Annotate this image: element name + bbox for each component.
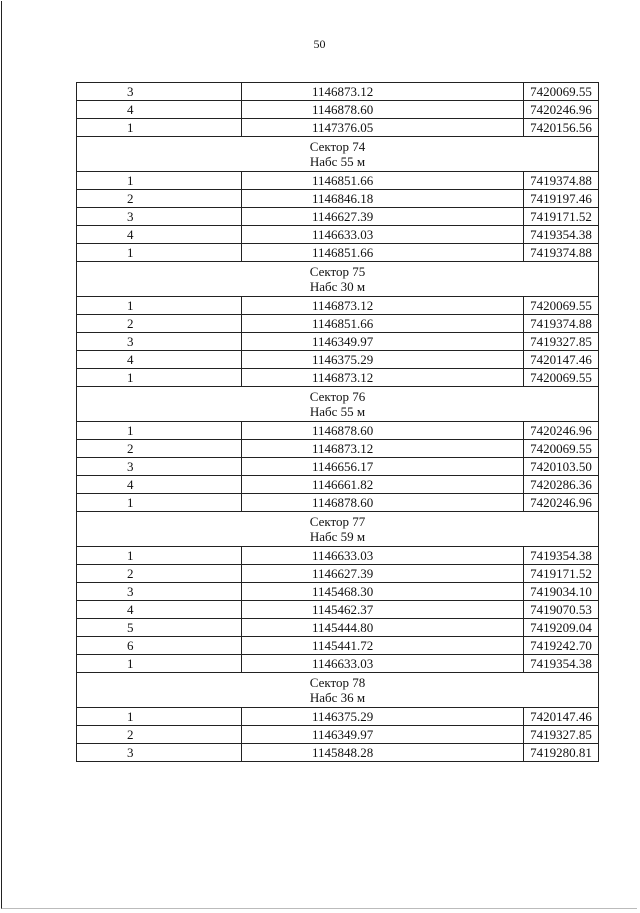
y-coordinate-cell: 7419209.04 [524, 619, 599, 637]
y-coordinate-cell: 7419374.88 [524, 244, 599, 262]
x-coordinate-cell: 1146878.60 [242, 494, 524, 512]
y-coordinate-cell: 7420147.46 [524, 708, 599, 726]
y-coordinate-cell: 7420069.55 [524, 440, 599, 458]
table-row [77, 297, 599, 315]
x-coordinate-cell: 1146851.66 [242, 315, 524, 333]
point-index-cell: 3 [77, 583, 242, 601]
x-coordinate-cell: 1146873.12 [242, 83, 524, 101]
table-row [77, 244, 599, 262]
coordinates-table [76, 82, 599, 762]
x-coordinate-cell: 1145444.80 [242, 619, 524, 637]
sector-title: Сектор 77 [309, 514, 366, 529]
x-coordinate-cell: 1145441.72 [242, 637, 524, 655]
sector-header-row [77, 137, 599, 172]
sector-header-cell [77, 262, 599, 297]
y-coordinate-cell: 7419374.88 [524, 315, 599, 333]
y-coordinate-cell: 7420069.55 [524, 83, 599, 101]
point-index-cell: 1 [77, 244, 242, 262]
point-index-cell: 1 [77, 708, 242, 726]
table-row [77, 119, 599, 137]
point-index-cell: 1 [77, 172, 242, 190]
sector-height: Набс 59 м [309, 529, 366, 544]
table-row [77, 619, 599, 637]
point-index-cell: 3 [77, 208, 242, 226]
table-row [77, 637, 599, 655]
y-coordinate-cell: 7419242.70 [524, 637, 599, 655]
point-index-cell: 4 [77, 101, 242, 119]
x-coordinate-cell: 1146851.66 [242, 244, 524, 262]
y-coordinate-cell: 7419280.81 [524, 744, 599, 762]
x-coordinate-cell: 1146375.29 [242, 351, 524, 369]
x-coordinate-cell: 1146349.97 [242, 726, 524, 744]
table-row [77, 708, 599, 726]
x-coordinate-cell: 1146656.17 [242, 458, 524, 476]
point-index-cell: 5 [77, 619, 242, 637]
y-coordinate-cell: 7420246.96 [524, 494, 599, 512]
document-page [1, 1, 637, 909]
point-index-cell: 2 [77, 726, 242, 744]
point-index-cell: 2 [77, 190, 242, 208]
table-row [77, 351, 599, 369]
point-index-cell: 2 [77, 315, 242, 333]
point-index-cell: 3 [77, 744, 242, 762]
point-index-cell: 4 [77, 601, 242, 619]
sector-height: Набс 30 м [309, 279, 366, 294]
y-coordinate-cell: 7419354.38 [524, 655, 599, 673]
point-index-cell: 1 [77, 297, 242, 315]
table-row [77, 83, 599, 101]
x-coordinate-cell: 1146873.12 [242, 369, 524, 387]
x-coordinate-cell: 1146633.03 [242, 655, 524, 673]
sector-height: Набс 55 м [309, 404, 366, 419]
point-index-cell: 1 [77, 494, 242, 512]
table-row [77, 655, 599, 673]
x-coordinate-cell: 1146633.03 [242, 547, 524, 565]
table-row [77, 315, 599, 333]
y-coordinate-cell: 7419171.52 [524, 565, 599, 583]
point-index-cell: 4 [77, 476, 242, 494]
x-coordinate-cell: 1146878.60 [242, 101, 524, 119]
sector-title: Сектор 74 [309, 139, 366, 154]
x-coordinate-cell: 1146846.18 [242, 190, 524, 208]
page-number: 50 [313, 37, 326, 51]
sector-header-cell [77, 137, 599, 172]
x-coordinate-cell: 1146633.03 [242, 226, 524, 244]
sector-height: Набс 55 м [309, 154, 366, 169]
sector-title: Сектор 75 [309, 264, 366, 279]
sector-header-row [77, 673, 599, 708]
point-index-cell: 4 [77, 351, 242, 369]
point-index-cell: 3 [77, 333, 242, 351]
point-index-cell: 3 [77, 458, 242, 476]
point-index-cell: 2 [77, 565, 242, 583]
y-coordinate-cell: 7420286.36 [524, 476, 599, 494]
table-row [77, 440, 599, 458]
y-coordinate-cell: 7419034.10 [524, 583, 599, 601]
x-coordinate-cell: 1145468.30 [242, 583, 524, 601]
sector-header-row [77, 512, 599, 547]
point-index-cell: 3 [77, 83, 242, 101]
y-coordinate-cell: 7420069.55 [524, 369, 599, 387]
table-row [77, 422, 599, 440]
x-coordinate-cell: 1146873.12 [242, 440, 524, 458]
sector-header-cell [77, 673, 599, 708]
x-coordinate-cell: 1146375.29 [242, 708, 524, 726]
table-row [77, 226, 599, 244]
sector-height: Набс 36 м [309, 690, 366, 705]
table-row [77, 458, 599, 476]
y-coordinate-cell: 7420246.96 [524, 101, 599, 119]
y-coordinate-cell: 7420069.55 [524, 297, 599, 315]
sector-header-row [77, 262, 599, 297]
sector-title: Сектор 78 [309, 675, 366, 690]
x-coordinate-cell: 1145462.37 [242, 601, 524, 619]
y-coordinate-cell: 7420246.96 [524, 422, 599, 440]
x-coordinate-cell: 1146349.97 [242, 333, 524, 351]
y-coordinate-cell: 7419327.85 [524, 333, 599, 351]
table-row [77, 333, 599, 351]
table-row [77, 208, 599, 226]
x-coordinate-cell: 1146627.39 [242, 208, 524, 226]
y-coordinate-cell: 7419354.38 [524, 226, 599, 244]
table-row [77, 494, 599, 512]
y-coordinate-cell: 7419070.53 [524, 601, 599, 619]
x-coordinate-cell: 1146851.66 [242, 172, 524, 190]
point-index-cell: 6 [77, 637, 242, 655]
sector-header-row [77, 387, 599, 422]
table-row [77, 190, 599, 208]
table-row [77, 726, 599, 744]
y-coordinate-cell: 7419197.46 [524, 190, 599, 208]
x-coordinate-cell: 1146661.82 [242, 476, 524, 494]
y-coordinate-cell: 7419374.88 [524, 172, 599, 190]
table-row [77, 601, 599, 619]
table-row [77, 744, 599, 762]
y-coordinate-cell: 7419327.85 [524, 726, 599, 744]
y-coordinate-cell: 7420147.46 [524, 351, 599, 369]
table-row [77, 583, 599, 601]
table-row [77, 547, 599, 565]
table-row [77, 101, 599, 119]
table-row [77, 172, 599, 190]
y-coordinate-cell: 7420156.56 [524, 119, 599, 137]
x-coordinate-cell: 1146878.60 [242, 422, 524, 440]
point-index-cell: 1 [77, 369, 242, 387]
point-index-cell: 4 [77, 226, 242, 244]
sector-title: Сектор 76 [309, 389, 366, 404]
sector-header-cell [77, 512, 599, 547]
y-coordinate-cell: 7419354.38 [524, 547, 599, 565]
y-coordinate-cell: 7419171.52 [524, 208, 599, 226]
table-row [77, 369, 599, 387]
point-index-cell: 2 [77, 440, 242, 458]
point-index-cell: 1 [77, 547, 242, 565]
x-coordinate-cell: 1146627.39 [242, 565, 524, 583]
x-coordinate-cell: 1146873.12 [242, 297, 524, 315]
x-coordinate-cell: 1145848.28 [242, 744, 524, 762]
table-row [77, 476, 599, 494]
y-coordinate-cell: 7420103.50 [524, 458, 599, 476]
x-coordinate-cell: 1147376.05 [242, 119, 524, 137]
sector-header-cell [77, 387, 599, 422]
coordinates-table-body [77, 83, 599, 762]
point-index-cell: 1 [77, 655, 242, 673]
table-row [77, 565, 599, 583]
point-index-cell: 1 [77, 422, 242, 440]
point-index-cell: 1 [77, 119, 242, 137]
